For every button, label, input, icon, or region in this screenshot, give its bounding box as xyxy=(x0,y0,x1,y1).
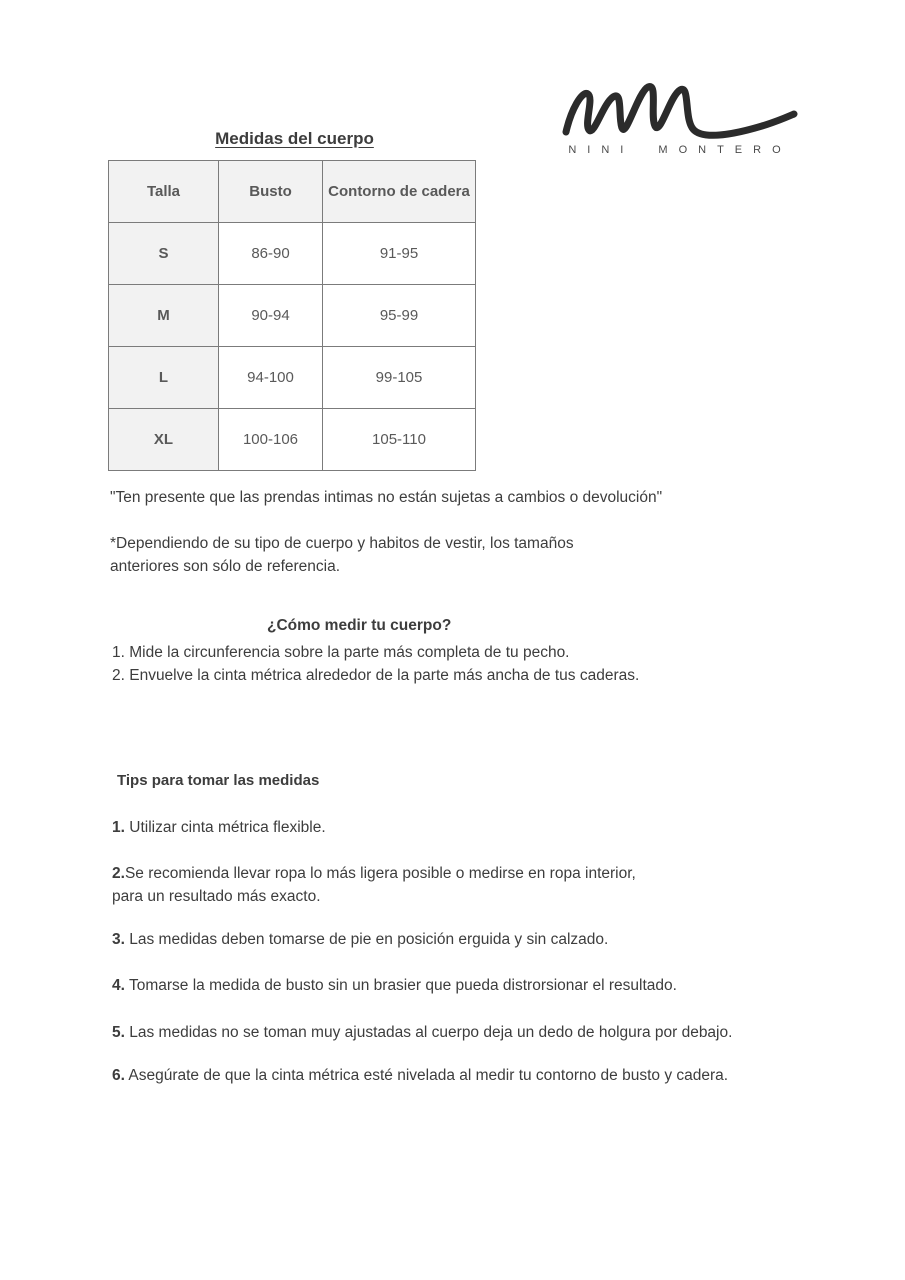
tip-item xyxy=(112,974,677,997)
table-row-l xyxy=(109,347,476,409)
column-header-talla: Talla xyxy=(109,161,219,223)
table-row-xl xyxy=(109,409,476,471)
cadera-value: 99-105 xyxy=(323,347,476,409)
how-to-steps xyxy=(112,641,639,687)
disclaimer-line: *Dependiendo de su tipo de cuerpo y habitos de vestir, los tamaños xyxy=(110,535,574,552)
size-table xyxy=(108,160,476,471)
disclaimer-line: anteriores son sólo de referencia. xyxy=(110,558,341,575)
busto-value: 86-90 xyxy=(219,223,323,285)
size-disclaimer xyxy=(110,532,574,578)
tip-text-line2: para un resultado más exacto. xyxy=(112,888,321,905)
size-label: L xyxy=(109,347,219,409)
tip-item xyxy=(112,1064,728,1087)
tip-text: Las medidas deben tomarse de pie en posición erguida y sin calzado. xyxy=(124,931,609,948)
cadera-value: 91-95 xyxy=(323,223,476,285)
tip-number: 3. xyxy=(112,931,125,948)
tip-number: 6. xyxy=(112,1067,125,1084)
tips-heading: Tips para tomar las medidas xyxy=(117,772,320,789)
tip-number: 5. xyxy=(112,1024,125,1041)
column-header-cadera: Contorno de cadera xyxy=(323,161,476,223)
exchange-policy-note: "Ten presente que las prendas intimas no están sujetas a cambios o devolución" xyxy=(110,489,663,506)
size-label: XL xyxy=(109,409,219,471)
tip-text: Se recomienda llevar ropa lo más ligera posible o medirse en ropa interior, xyxy=(124,865,636,882)
how-to-step: 1. Mide la circunferencia sobre la parte más completa de tu pecho. xyxy=(112,644,570,661)
busto-value: 94-100 xyxy=(219,347,323,409)
page-title: Medidas del cuerpo xyxy=(215,129,374,148)
tip-item xyxy=(112,862,636,908)
cadera-value: 105-110 xyxy=(323,409,476,471)
tip-text: Las medidas no se toman muy ajustadas al cuerpo deja un dedo de holgura por debajo. xyxy=(124,1024,733,1041)
brand-name: NINI MONTERO xyxy=(568,144,792,156)
busto-value: 90-94 xyxy=(219,285,323,347)
table-header-row xyxy=(109,161,476,223)
tip-text: Tomarse la medida de busto sin un brasier que pueda distrorsionar el resultado. xyxy=(124,977,677,994)
busto-value: 100-106 xyxy=(219,409,323,471)
brand-logo xyxy=(556,80,804,156)
tip-item xyxy=(112,1021,732,1044)
tip-number: 2. xyxy=(112,865,125,882)
table-row-m xyxy=(109,285,476,347)
tip-item xyxy=(112,928,608,951)
tip-text: Utilizar cinta métrica flexible. xyxy=(124,819,326,836)
nm-monogram-icon xyxy=(556,80,804,142)
column-header-busto: Busto xyxy=(219,161,323,223)
size-label: S xyxy=(109,223,219,285)
tip-number: 1. xyxy=(112,819,125,836)
cadera-value: 95-99 xyxy=(323,285,476,347)
table-row-s xyxy=(109,223,476,285)
tip-number: 4. xyxy=(112,977,125,994)
how-to-step: 2. Envuelve la cinta métrica alrededor de la parte más ancha de tus caderas. xyxy=(112,667,640,684)
tip-item xyxy=(112,816,326,839)
tip-text: Asegúrate de que la cinta métrica esté nivelada al medir tu contorno de busto y cadera. xyxy=(124,1067,729,1084)
size-label: M xyxy=(109,285,219,347)
how-to-heading: ¿Cómo medir tu cuerpo? xyxy=(267,617,452,634)
